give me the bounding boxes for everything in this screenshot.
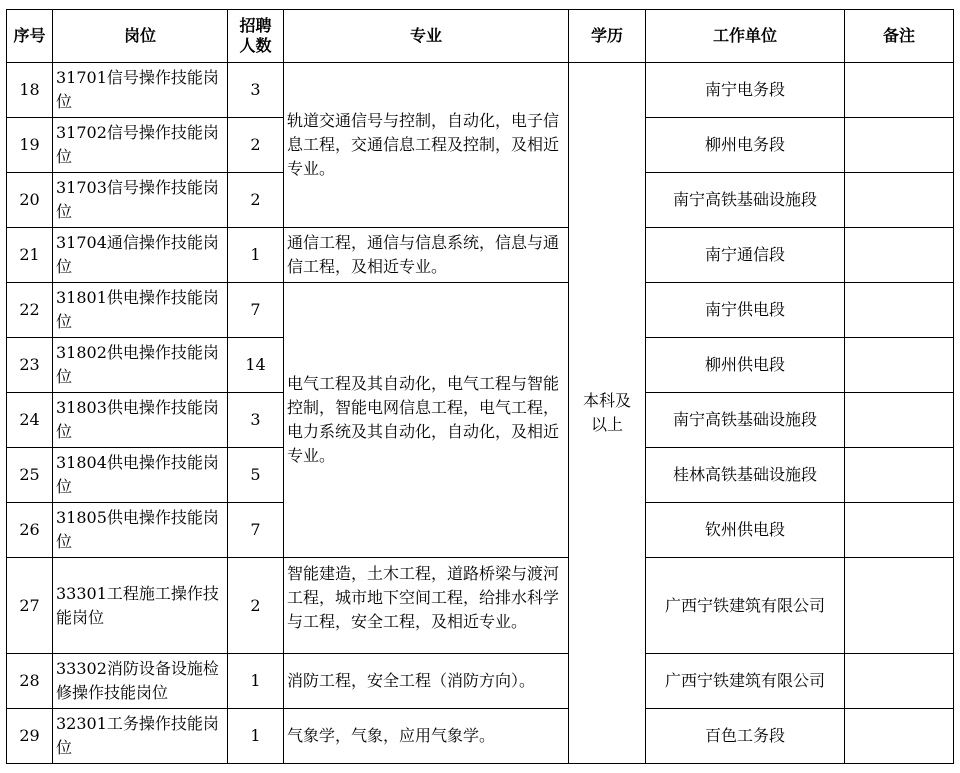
cell-major: 气象学，气象，应用气象学。 <box>284 709 569 764</box>
header-unit: 工作单位 <box>646 10 845 63</box>
cell-count: 1 <box>228 654 284 709</box>
cell-post: 31703信号操作技能岗位 <box>53 173 228 228</box>
header-note: 备注 <box>845 10 954 63</box>
header-no: 序号 <box>7 10 53 63</box>
cell-post: 33302消防设备设施检修操作技能岗位 <box>53 654 228 709</box>
header-education: 学历 <box>569 10 646 63</box>
cell-unit: 广西宁铁建筑有限公司 <box>646 558 845 654</box>
cell-note <box>845 558 954 654</box>
cell-post: 31702信号操作技能岗位 <box>53 118 228 173</box>
table-row <box>7 709 954 764</box>
cell-no: 26 <box>7 503 53 558</box>
cell-note <box>845 228 954 283</box>
cell-major: 通信工程，通信与信息系统，信息与通信工程，及相近专业。 <box>284 228 569 283</box>
cell-count: 1 <box>228 228 284 283</box>
cell-note <box>845 448 954 503</box>
cell-no: 18 <box>7 63 53 118</box>
cell-post: 32301工务操作技能岗位 <box>53 709 228 764</box>
cell-count: 3 <box>228 393 284 448</box>
cell-unit: 南宁通信段 <box>646 228 845 283</box>
cell-count: 7 <box>228 283 284 338</box>
cell-count: 3 <box>228 63 284 118</box>
cell-major: 消防工程，安全工程（消防方向）。 <box>284 654 569 709</box>
table-row <box>7 558 954 654</box>
cell-note <box>845 118 954 173</box>
cell-post: 31804供电操作技能岗位 <box>53 448 228 503</box>
cell-note <box>845 503 954 558</box>
header-row <box>7 10 954 63</box>
cell-no: 19 <box>7 118 53 173</box>
cell-no: 28 <box>7 654 53 709</box>
cell-major: 电气工程及其自动化，电气工程与智能控制，智能电网信息工程，电气工程，电力系统及其自动化，自动化，及相近专业。 <box>284 283 569 558</box>
cell-no: 24 <box>7 393 53 448</box>
cell-count: 2 <box>228 118 284 173</box>
cell-post: 33301工程施工操作技能岗位 <box>53 558 228 654</box>
cell-unit: 柳州供电段 <box>646 338 845 393</box>
cell-count: 2 <box>228 173 284 228</box>
cell-unit: 钦州供电段 <box>646 503 845 558</box>
cell-unit: 百色工务段 <box>646 709 845 764</box>
cell-post: 31704通信操作技能岗位 <box>53 228 228 283</box>
header-post: 岗位 <box>53 10 228 63</box>
cell-note <box>845 173 954 228</box>
table-row <box>7 283 954 338</box>
header-count: 招聘 人数 <box>228 10 284 63</box>
cell-post: 31801供电操作技能岗位 <box>53 283 228 338</box>
cell-note <box>845 63 954 118</box>
table-row <box>7 228 954 283</box>
recruitment-table <box>6 9 954 764</box>
cell-count: 5 <box>228 448 284 503</box>
cell-no: 27 <box>7 558 53 654</box>
cell-major: 智能建造，土木工程，道路桥梁与渡河工程，城市地下空间工程，给排水科学与工程，安全工程，及相近专业。 <box>284 558 569 654</box>
cell-unit: 南宁供电段 <box>646 283 845 338</box>
cell-post: 31701信号操作技能岗位 <box>53 63 228 118</box>
cell-no: 29 <box>7 709 53 764</box>
cell-unit: 桂林高铁基础设施段 <box>646 448 845 503</box>
cell-major: 轨道交通信号与控制，自动化，电子信息工程，交通信息工程及控制，及相近专业。 <box>284 63 569 228</box>
cell-unit: 柳州电务段 <box>646 118 845 173</box>
cell-post: 31805供电操作技能岗位 <box>53 503 228 558</box>
cell-unit: 广西宁铁建筑有限公司 <box>646 654 845 709</box>
cell-post: 31803供电操作技能岗位 <box>53 393 228 448</box>
cell-no: 20 <box>7 173 53 228</box>
cell-no: 21 <box>7 228 53 283</box>
cell-no: 22 <box>7 283 53 338</box>
cell-unit: 南宁高铁基础设施段 <box>646 173 845 228</box>
header-major: 专业 <box>284 10 569 63</box>
cell-unit: 南宁高铁基础设施段 <box>646 393 845 448</box>
table-row <box>7 63 954 118</box>
cell-count: 7 <box>228 503 284 558</box>
cell-post: 31802供电操作技能岗位 <box>53 338 228 393</box>
cell-count: 1 <box>228 709 284 764</box>
cell-education: 本科及以上 <box>569 63 646 764</box>
cell-no: 23 <box>7 338 53 393</box>
cell-count: 14 <box>228 338 284 393</box>
cell-no: 25 <box>7 448 53 503</box>
cell-note <box>845 283 954 338</box>
cell-note <box>845 709 954 764</box>
table-row <box>7 654 954 709</box>
cell-count: 2 <box>228 558 284 654</box>
cell-note <box>845 338 954 393</box>
cell-note <box>845 654 954 709</box>
cell-note <box>845 393 954 448</box>
cell-unit: 南宁电务段 <box>646 63 845 118</box>
